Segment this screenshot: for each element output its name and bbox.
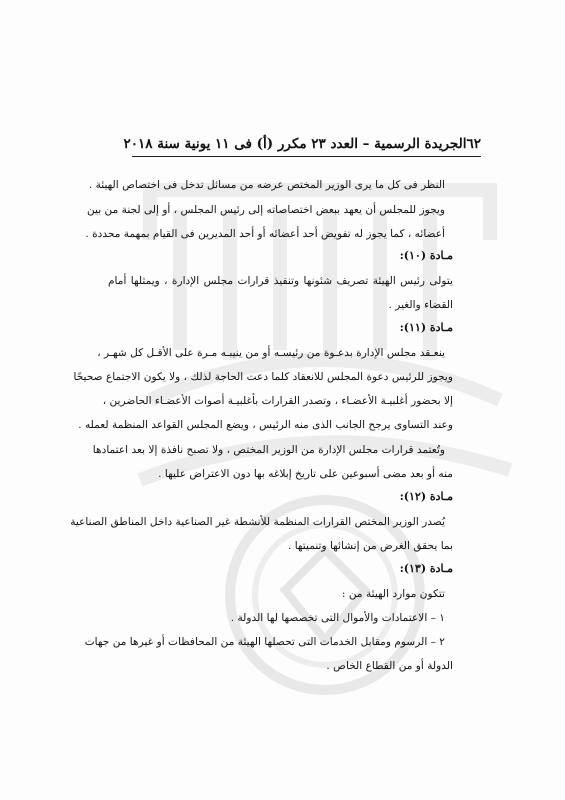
paragraph-line: يتولى رئيس الهيئة تصريف شئونها وتنفيذ قرارات مجلس الإدارة ، ويمثلها أمام	[108, 275, 453, 287]
paragraph-line: الدولة أو من القطاع الخاص .	[326, 660, 453, 672]
list-item: ١ – الاعتمادات والأموال التى تخصصها لها الدولة .	[230, 612, 445, 624]
paragraph-line: ويجوز للمجلس أن يعهد ببعض اختصاصاته إلى رئيس المجلس ، أو إلى لجنة من بين	[86, 204, 445, 216]
header-divider	[132, 156, 481, 157]
paragraph-line: بما يحقق الغرض من إنشائها وتنميتها .	[287, 540, 453, 552]
article-heading: مـادة (١٢):	[399, 490, 453, 503]
paragraph-line: يُصدر الوزير المختص القرارات المنظمة للأنشطة غير الصناعية داخل المناطق الصناعية	[70, 516, 445, 528]
list-item: ٢ – الرسوم ومقابل الخدمات التى تحصلها الهيئة من المحافظات أو غيرها من جهات	[84, 636, 445, 648]
article-heading: مـادة (١٣):	[399, 562, 453, 575]
paragraph-line: ويجوز للرئيس دعوة المجلس للانعقاد كلما دعت الحاجة لذلك ، ولا يكون الاجتماع صحيحًا	[73, 371, 453, 383]
paragraph-line: منه أو بعد مضى أسبوعين على تاريخ إبلاغه بها دون الاعتراض عليها .	[158, 468, 453, 480]
paragraph-line: أعضائه ، كما يجوز له تفويض أحد أعضائه أو أحد المديرين فى القيام بمهمة محددة .	[85, 228, 445, 240]
paragraph-line: إلا بحضور أغلبيـة الأعضـاء ، وتصدر القرارات بأغلبيـة أصوات الأعضـاء الحاضرين ،	[102, 395, 453, 407]
gazette-title: الجريدة الرسمية – العدد ٢٣ مكرر (أ) فى ١١ يونية سنة ٢٠١٨	[123, 136, 467, 152]
article-heading: مـادة (١١):	[399, 321, 453, 334]
paragraph-line: القضاء والغير .	[388, 299, 453, 311]
paragraph-line: ينعـقد مجلس الإدارة بدعـوة من رئيسـه أو من ينيبـه مـرة على الأقـل كل شهـر ،	[97, 347, 445, 359]
paragraph-line: النظر فى كل ما يرى الوزير المختص عرضه من مسائل تدخل فى اختصاص الهيئة .	[88, 179, 445, 191]
paragraph-line: وعند التساوى يرجح الجانب الذى منه الرئيس ، ويضع المجلس القواعد المنظمة لعمله .	[78, 419, 453, 431]
paragraph-line: وتُعتمد قرارات مجلس الإدارة من الوزير المختص ، ولا تصبح نافذة إلا بعد اعتمادها	[92, 444, 445, 456]
article-heading: مـادة (١٠):	[399, 249, 453, 262]
page-number: ٦٢	[466, 136, 481, 152]
paragraph-line: تتكون موارد الهيئة من :	[341, 588, 445, 600]
page-header	[123, 134, 481, 154]
